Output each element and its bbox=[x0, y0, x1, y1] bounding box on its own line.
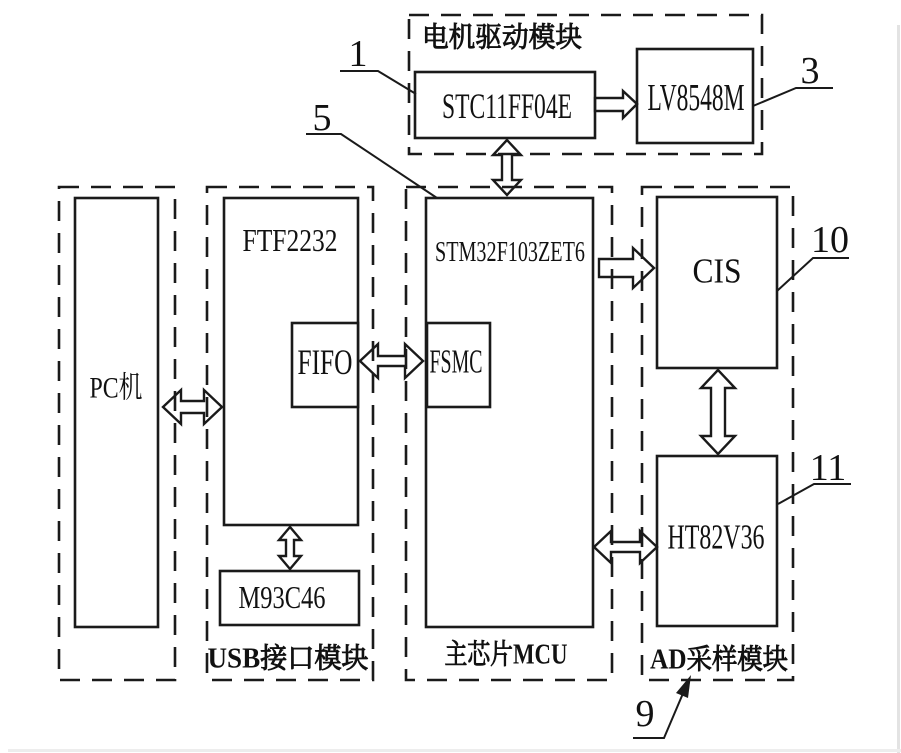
ref-label-11: 11 bbox=[809, 447, 847, 489]
leader-line-10 bbox=[777, 258, 849, 291]
arrow-pc-ftf2232-bidir bbox=[163, 390, 222, 424]
fifo-label: FIFO bbox=[297, 342, 353, 382]
usb-module-title: USB接口模块 bbox=[207, 643, 374, 675]
arrow-ftf2232-m93c46-bidir bbox=[279, 527, 301, 569]
page-edge-bottom bbox=[8, 749, 901, 752]
lv8548m-label: LV8548M bbox=[647, 77, 745, 119]
arrow-fifo-fsmc-bidir bbox=[360, 344, 423, 378]
leader-arrowhead-9 bbox=[676, 675, 691, 698]
leader-line-3 bbox=[753, 88, 833, 106]
arrow-stc-to-lv bbox=[595, 91, 637, 118]
stc11ff04e-label: STC11FF04E bbox=[442, 86, 572, 126]
ref-label-5: 5 bbox=[312, 97, 332, 139]
ht82v36-label: HT82V36 bbox=[667, 517, 765, 557]
motor-module-title: 电机驱动模块 bbox=[422, 22, 591, 54]
stm32-label: STM32F103ZET6 bbox=[435, 236, 585, 268]
page-edge-right bbox=[897, 25, 900, 753]
leader-line-5 bbox=[306, 134, 437, 198]
arrow-cis-ht82v36-bidir bbox=[701, 370, 735, 454]
ref-label-1: 1 bbox=[348, 33, 368, 75]
ftf2232-label: FTF2232 bbox=[242, 222, 338, 258]
ref-label-10: 10 bbox=[811, 219, 849, 261]
m93c46-label: M93C46 bbox=[238, 579, 326, 615]
pc-label: PC机 bbox=[89, 371, 143, 405]
arrow-stm32-to-cis bbox=[599, 248, 654, 288]
ad-module-title: AD采样模块 bbox=[650, 644, 803, 676]
cis-label: CIS bbox=[692, 251, 742, 291]
pc-box bbox=[75, 198, 158, 627]
ref-label-3: 3 bbox=[800, 50, 820, 92]
ref-label-9: 9 bbox=[635, 693, 655, 735]
arrow-stm32-ht82v36-bidir bbox=[594, 531, 657, 563]
mcu-module-title: 主芯片MCU bbox=[444, 639, 596, 671]
fsmc-label: FSMC bbox=[429, 343, 483, 381]
